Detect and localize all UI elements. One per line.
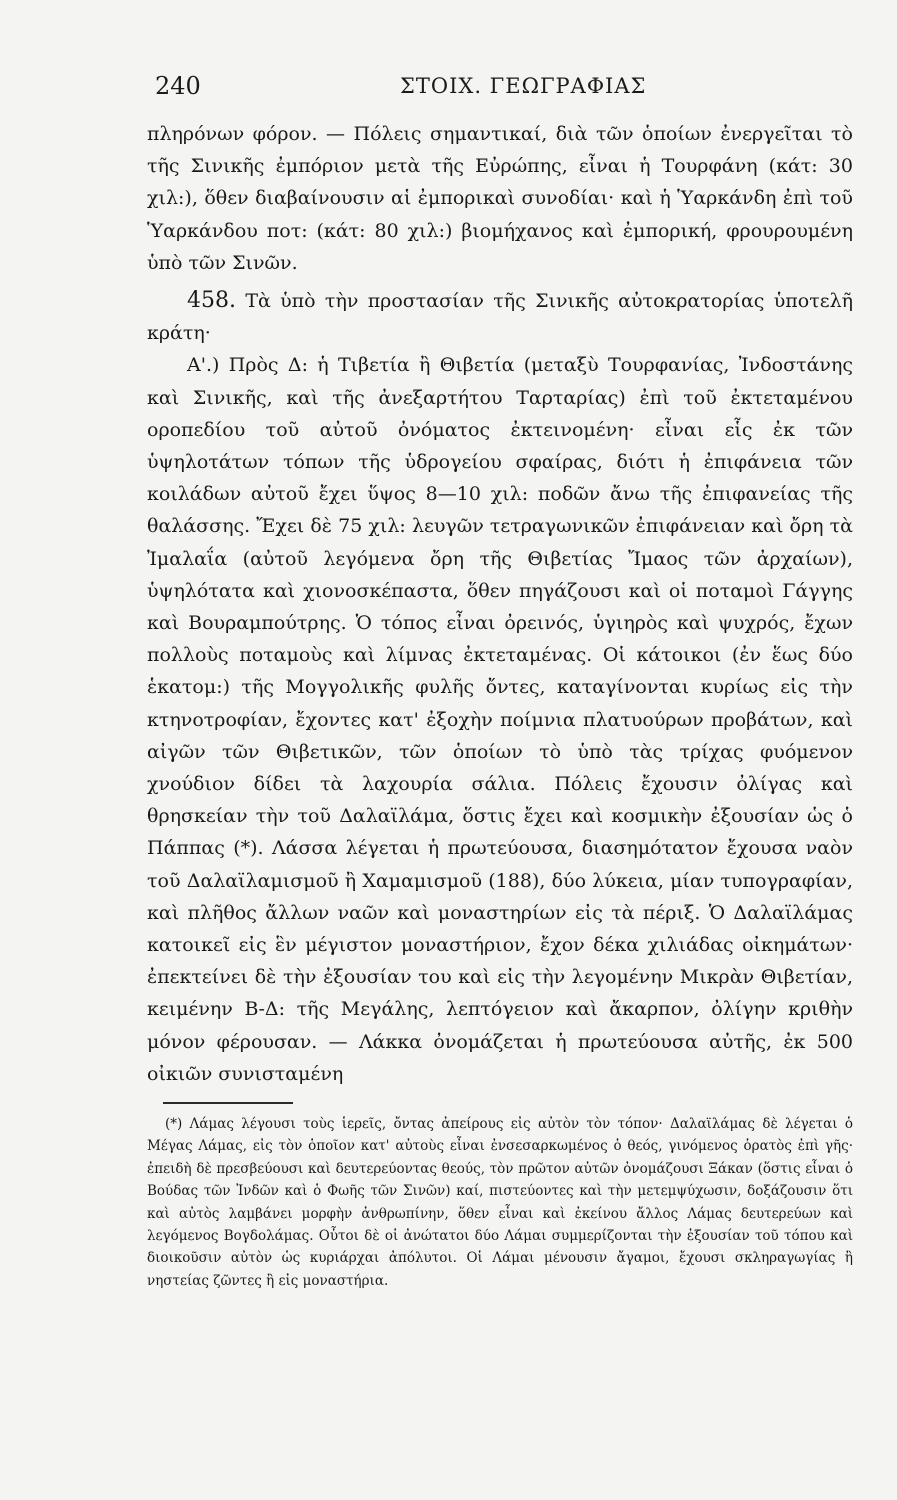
running-title: ΣΤΟΙΧ. ΓΕΩΓΡΑΦΙΑΣ xyxy=(400,74,647,98)
page-number: 240 xyxy=(155,72,201,100)
subsection-a-paragraph xyxy=(147,349,853,1090)
continuation-paragraph: πληρόνων φόρον. — Πόλεις σημαντικαί, διὰ τῶν ὁποίων ἐνεργεῖται τὸ τῆς Σινικῆς ἐμπόριον μετὰ τῆς Εὐρώπης, εἶναι ἡ Τουρφάνη (κάτ: 30 χιλ:), ὅθεν διαβαίνουσιν αἱ ἐμπορικαὶ συνοδίαι· καὶ ἡ Ὑαρκάνδη ἐπὶ τοῦ Ὑαρκάνδου ποτ: (κάτ: 80 χιλ:) βιομήχανος καὶ ἐμπορική, φρουρουμένη ὑπὸ τῶν Σινῶν. xyxy=(147,123,853,274)
subsection-label: Α'.) xyxy=(187,354,220,377)
page-header xyxy=(155,72,855,112)
section-text: Τὰ ὑπὸ τὴν προστασίαν τῆς Σινικῆς αὐτοκρατορίας ὑποτελῆ κράτη· xyxy=(147,290,853,345)
footnote-divider xyxy=(163,1102,293,1104)
footnote-text: (*) Λάμας λέγουσι τοὺς ἱερεῖς, ὄντας ἀπείρους εἰς αὐτὸν τὸν τόπον· Δαλαϊλάμας δὲ λέγεται ὁ Μέγας Λάμας, εἰς τὸν ὁποῖον κατ' αὐτοὺς εἶναι ἐνσεσαρκωμένος ὁ θεός, γινόμενος ὁρατὸς ἐπὶ γῆς· ἐπειδὴ δὲ πρεσβεύουσι καὶ δευτερεύοντας θεούς, τὸν πρῶτον αὐτῶν ὀνομάζουσι Ξάκαν (ὅστις εἶναι ὁ Βούδας τῶν Ἰνδῶν καὶ ὁ Φωῆς τῶν Σινῶν) καί, πιστεύοντες καὶ τὴν μετεμψύχωσιν, δοξάζουσιν ὅτι καὶ αὐτὸς λαμβάνει μορφὴν ἀνθρωπίνην, ὅθεν εἶναι καὶ ἐκείνου ἄλλος Λάμας δευτερεύων καὶ λεγόμενος Βογδολάμας. Οὗτοι δὲ οἱ ἀνώτατοι δύο Λάμαι συμμερίζονται τὴν ἐξουσίαν τοῦ τόπου καὶ διοικοῦσιν αὐτὸν ὡς κυριάρχαι ἀπόλυτοι. Οἱ Λάμαι μένουσιν ἄγαμοι, ἔχουσι σκληραγωγίας ἢ νηστείας ζῶντες ἢ εἰς μοναστήρια. xyxy=(147,1116,853,1289)
section-458-paragraph xyxy=(147,285,853,349)
footnote xyxy=(147,1113,853,1292)
subsection-text: Πρὸς Δ: ἡ Τιβετία ἢ Θιβετία (μεταξὺ Τουρφανίας, Ἰνδοστάνης καὶ Σινικῆς, καὶ τῆς ἀνεξαρτήτου Ταρταρίας) ἐπὶ τοῦ ἐκτεταμένου οροπεδίου τοῦ αὐτοῦ ὀνόματος ἐκτεινομένη· εἶναι εἷς ἐκ τῶν ὑψηλοτάτων τόπων τῆς ὑδρογείου σφαίρας, διότι ἡ ἐπιφάνεια τῶν κοιλάδων αὐτοῦ ἔχει ὕψος 8—10 χιλ: ποδῶν ἄνω τῆς ἐπιφανείας τῆς θαλάσσης. Ἔχει δὲ 75 χιλ: λευγῶν τετραγωνικῶν ἐπιφάνειαν καὶ ὄρη τὰ Ἰμαλαΐα (αὐτοῦ λεγόμενα ὄρη τῆς Θιβετίας Ἴμαος τῶν ἀρχαίων), ὑψηλότατα καὶ χιονοσκέπαστα, ὅθεν πηγάζουσι καὶ οἱ ποταμοὶ Γάγγης καὶ Βουραμπούτρης. Ὁ τόπος εἶναι ὀρεινός, ὑγιηρὸς καὶ ψυχρός, ἔχων πολλοὺς ποταμοὺς καὶ λίμνας ἐκτεταμένας. Οἱ κάτοικοι (ἐν ἕως δύο ἑκατομ:) τῆς Μογγολικῆς φυλῆς ὄντες, καταγίνονται κυρίως εἰς τὴν κτηνοτροφίαν, ἔχοντες κατ' ἐξοχὴν ποίμνια πλατυούρων προβάτων, καὶ αἰγῶν τῶν Θιβετικῶν, τῶν ὁποίων τὸ ὑπὸ τὰς τρίχας φυόμενον χνούδιον δίδει τὰ λαχουρία σάλια. Πόλεις ἔχουσιν ὀλίγας καὶ θρησκείαν τὴν τοῦ Δαλαϊλάμα, ὅστις ἔχει καὶ κοσμικὴν ἐξουσίαν ὡς ὁ Πάππας (*). Λάσσα λέγεται ἡ πρωτεύουσα, διασημότατον ἔχουσα ναὸν τοῦ Δαλαϊλαμισμοῦ ἢ Χαμαμισμοῦ (188), δύο λύκεια, μίαν τυπογραφίαν, καὶ πλῆθος ἄλλων ναῶν καὶ μοναστηρίων εἰς τὰ πέριξ. Ὁ Δαλαϊλάμας κατοικεῖ εἰς ἓν μέγιστον μοναστήριον, ἔχον δέκα χιλιάδας οἰκημάτων· ἐπεκτείνει δὲ τὴν ἐξουσίαν του καὶ εἰς τὴν λεγομένην Μικρὰν Θιβετίαν, κειμένην Β-Δ: τῆς Μεγάλης, λεπτόγειον καὶ ἄκαρπον, ὀλίγην κριθὴν μόνον φέρουσαν. — Λάκκα ὀνομάζεται ἡ πρωτεύουσα αὐτῆς, ἐκ 500 οἰκιῶν συνισταμένη xyxy=(147,354,853,1085)
section-number: 458. xyxy=(187,288,236,314)
body-text xyxy=(147,118,853,1090)
